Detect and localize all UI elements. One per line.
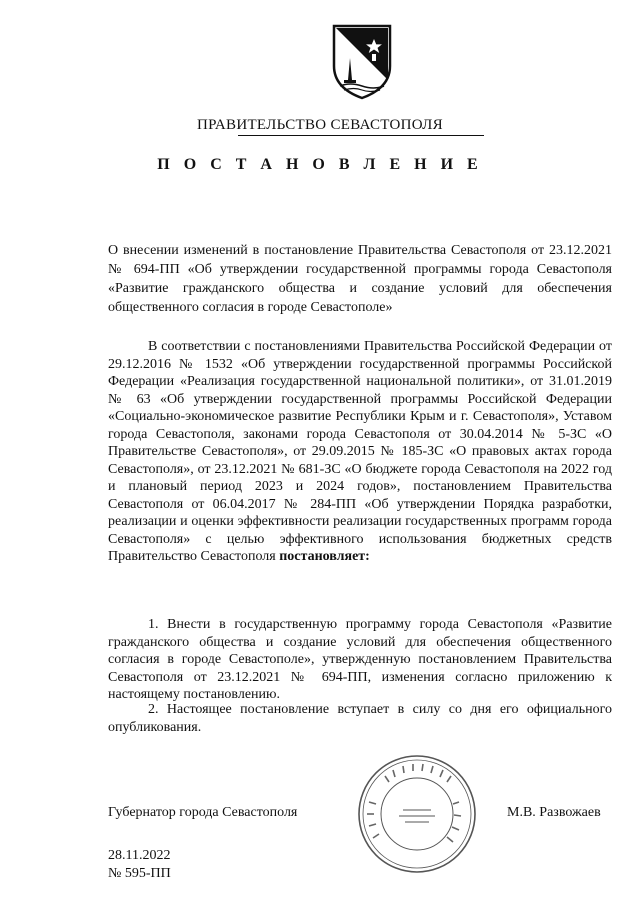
signatory-name: М.В. Развожаев [507, 805, 601, 820]
header-underline [238, 135, 484, 136]
preamble-text: В соответствии с постановлениями Правительства Российской Федерации от 29.12.2016 № 1532 «Об утверждении государственной программы Российской Федерации «Реализация государственной национальной политики», от 31.01.2019 № 63 «Об утверждении государственной программы Российской Федерации «Социально-экономическое развитие Республики Крым и г. Севастополя», Уставом города Севастополя, законами города Севастополя от 30.04.2014 № 5-ЗС «О Правительстве Севастополя», от 29.09.2015 № 185-ЗС «О правовых актах города Севастополя», от 23.12.2021 № 681-ЗС «О бюджете города Севастополя на 2022 год и плановый период 2023 и 2024 годов», постановлением Правительства Севастополя от 06.04.2017 № 284-ПП «Об утверждении Порядка разработки, реализации и оценки эффективности реализации государственных программ города Севастополя» с целью эффективного использования бюджетных средств Правительство Севастополя [108, 339, 612, 564]
sevastopol-coat-of-arms-icon [330, 20, 394, 100]
item-1-text: 1. Внести в государственную программу города Севастополя «Развитие гражданского общества и создание условий для обеспечения общественного согласия в городе Севастополе», утвержденную постановлением Правительства Севастополя от 23.12.2021 № 694-ПП, изменения согласно приложению к настоящему постановлению. [108, 617, 612, 702]
document-type-heading: П О С Т А Н О В Л Е Н И Е [157, 156, 483, 173]
document-number: № 595-ПП [108, 866, 171, 881]
preamble-paragraph [108, 338, 612, 566]
resolution-item-1 [108, 616, 612, 704]
item-2-text: 2. Настоящее постановление вступает в силу со дня его официального опубликования. [108, 702, 612, 735]
resolution-item-2 [108, 701, 612, 736]
document-date: 28.11.2022 [108, 848, 171, 863]
resolves-keyword: постановляет: [279, 549, 370, 564]
document-subject: О внесении изменений в постановление Правительства Севастополя от 23.12.2021 № 694-ПП «Об утверждении государственной программы города Севастополя «Развитие гражданского общества и создание условий для обеспечения общественного согласия в городе Севастополе» [108, 243, 612, 315]
signatory-title: Губернатор города Севастополя [108, 805, 298, 820]
official-stamp-icon [355, 752, 479, 876]
organization-title: ПРАВИТЕЛЬСТВО СЕВАСТОПОЛЯ [197, 117, 443, 133]
